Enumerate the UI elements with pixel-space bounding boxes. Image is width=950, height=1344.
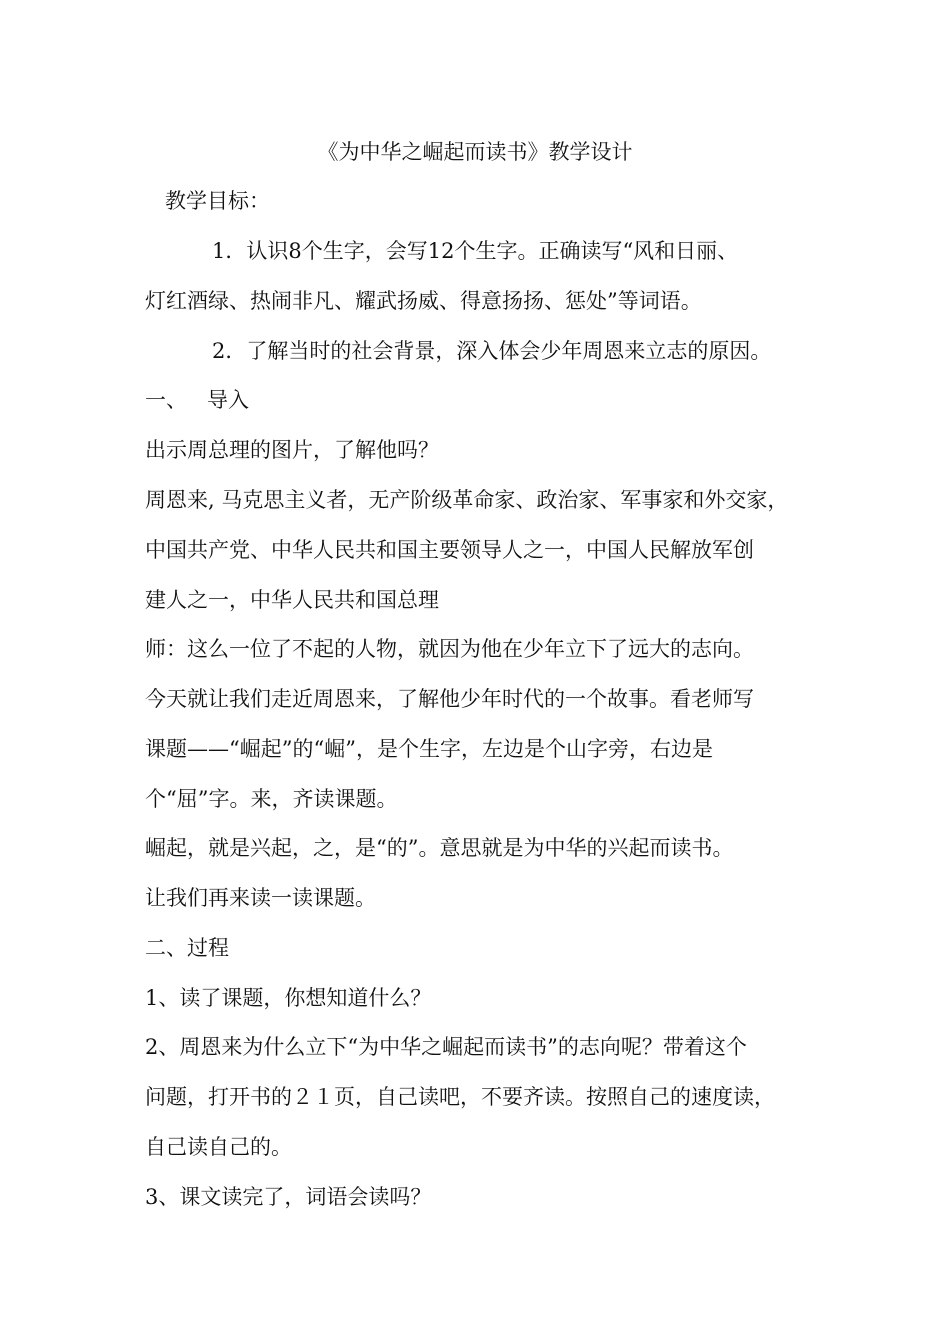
paragraph-line: 3、课文读完了，词语会读吗？ — [145, 1185, 432, 1209]
objective-2: 2．了解当时的社会背景，深入体会少年周恩来立志的原因。 — [212, 339, 772, 363]
paragraph-line: 课题——“崛起”的“崛”，是个生字，左边是个山字旁，右边是 — [145, 737, 713, 761]
document-title: 《为中华之崛起而读书》教学设计 — [317, 140, 633, 164]
paragraph-line: 崛起，就是兴起，之，是“的”。意思就是为中华的兴起而读书。 — [145, 836, 734, 860]
paragraph-line: 建人之一，中华人民共和国总理 — [145, 588, 439, 612]
paragraph-line: 问题，打开书的２１页，自己读吧，不要齐读。按照自己的速度读， — [145, 1085, 775, 1109]
paragraph-line: 个“屈”字。来，齐读课题。 — [145, 787, 398, 811]
paragraph-line: 师：这么一位了不起的人物，就因为他在少年立下了远大的志向。 — [145, 637, 754, 661]
paragraph-line: 2、周恩来为什么立下“为中华之崛起而读书”的志向呢？带着这个 — [145, 1035, 747, 1059]
paragraph-line: 自己读自己的。 — [145, 1135, 292, 1159]
objective-1-line-2: 灯红酒绿、热闹非凡、耀武扬威、得意扬扬、惩处”等词语。 — [145, 289, 702, 313]
paragraph-line: 中国共产党、中华人民共和国主要领导人之一，中国人民解放军创 — [145, 538, 754, 562]
paragraph-line: 周恩来, 马克思主义者，无产阶级革命家、政治家、军事家和外交家， — [145, 488, 789, 512]
objective-1-line-1: 1．认识8个生字，会写12个生字。正确读写“风和日丽、 — [212, 239, 739, 263]
section-intro-heading: 一、 导入 — [145, 388, 250, 412]
objectives-heading: 教学目标： — [165, 189, 270, 213]
paragraph-line: 让我们再来读一读课题。 — [145, 886, 376, 910]
section-process-heading: 二、过程 — [145, 936, 229, 960]
paragraph-line: 今天就让我们走近周恩来，了解他少年时代的一个故事。看老师写 — [145, 687, 754, 711]
paragraph-line: 1、读了课题，你想知道什么？ — [145, 986, 432, 1010]
paragraph-line: 出示周总理的图片，了解他吗？ — [145, 438, 439, 462]
